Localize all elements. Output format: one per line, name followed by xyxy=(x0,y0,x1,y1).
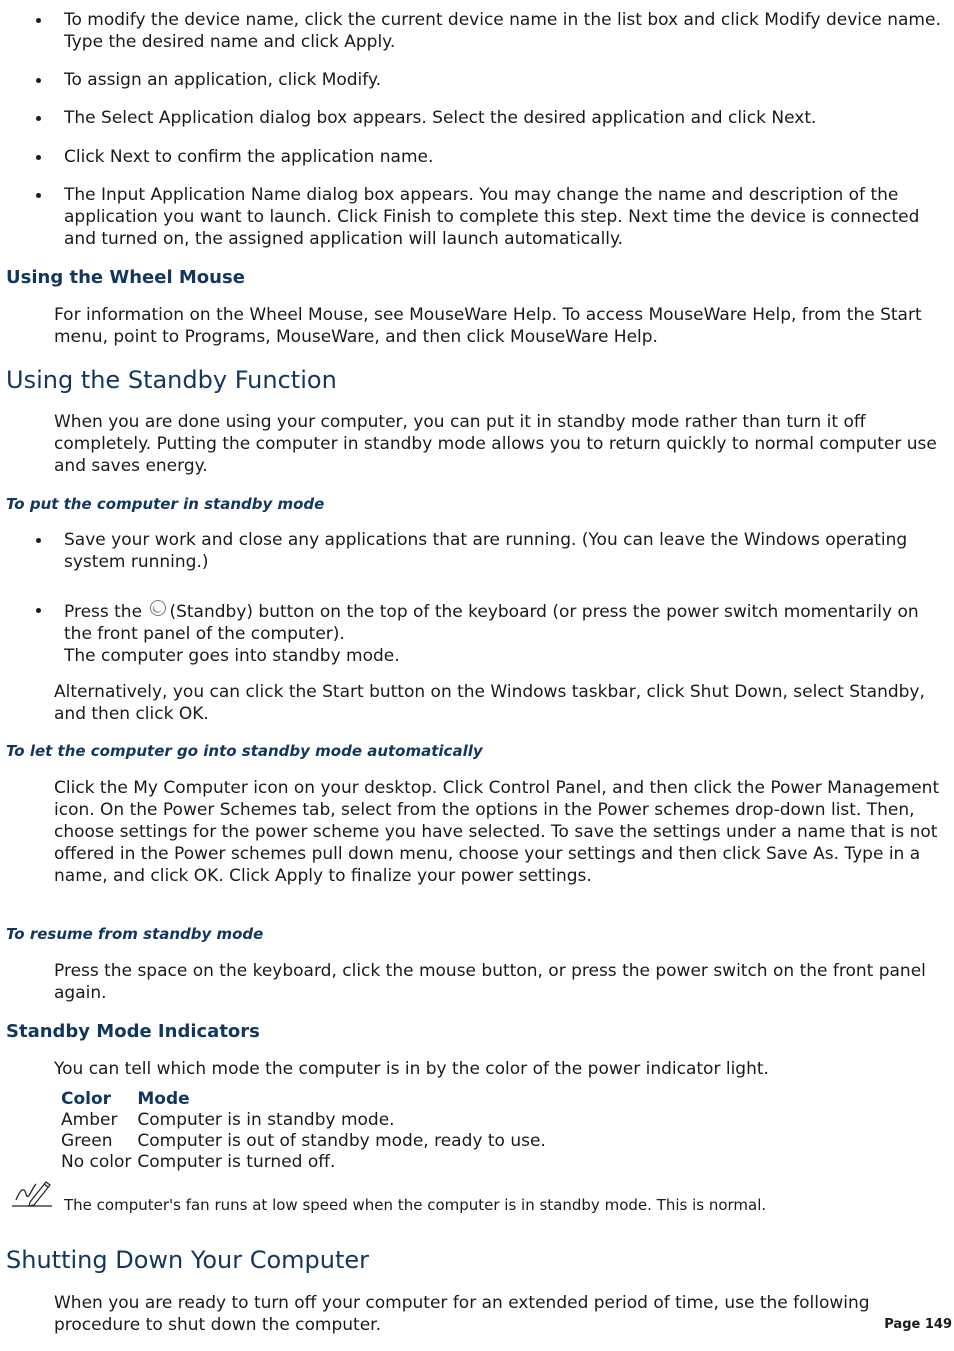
alternatively-text: Alternatively, you can click the Start button on the Windows taskbar, click Shut Down, select Standby, and then click OK. xyxy=(54,682,925,724)
mode-cell: Computer is in standby mode. xyxy=(137,1110,395,1130)
resume-heading: To resume from standby mode xyxy=(6,925,264,943)
list-item: To modify the device name, click the current device name in the list box and click Modify device name. Type the desired name and click Apply. xyxy=(64,10,941,52)
press-the-text: Press the xyxy=(64,602,143,622)
list-item: Save your work and close any applications that are running. (You can leave the Windows operating system running.) xyxy=(64,529,942,573)
auto-standby-body: Click the My Computer icon on your desktop. Click Control Panel, and then click the Power Management icon. On the Power Schemes tab, select from the options in the Power schemes drop-down list. Then, choose settings for the power scheme you have selected. To save the settings under a name that is not offered in the Power schemes pull down menu, choose your settings and then click Save As. Type in a name, and click OK. Click Apply to finalize your power settings. xyxy=(54,778,940,886)
color-cell: No color xyxy=(61,1152,132,1172)
shutdown-body: When you are ready to turn off your computer for an extended period of time, use the following procedure to shut down the computer. xyxy=(54,1293,870,1335)
table-row xyxy=(58,1152,549,1173)
wheel-mouse-body: For information on the Wheel Mouse, see MouseWare Help. To access MouseWare Help, from the Start menu, point to Programs, MouseWare, and then click MouseWare Help. xyxy=(54,305,922,347)
table-row xyxy=(58,1131,549,1152)
put-standby-heading: To put the computer in standby mode xyxy=(6,495,325,513)
auto-standby-heading: To let the computer go into standby mode automatically xyxy=(6,742,483,760)
table-row xyxy=(58,1110,549,1131)
table-header-row xyxy=(58,1089,549,1110)
list-item xyxy=(64,599,942,667)
list-item: The Select Application dialog box appears. Select the desired application and click Next. xyxy=(64,107,942,129)
page-number: Page 149 xyxy=(884,1317,952,1332)
standby-moon-icon xyxy=(148,599,168,619)
color-column-header: Color xyxy=(61,1089,112,1109)
standby-intro: When you are done using your computer, you can put it in standby mode rather than turn it off completely. Putting the computer in standby mode allows you to return quickly to normal computer use and saves energy. xyxy=(54,412,937,476)
list-item: The Input Application Name dialog box appears. You may change the name and description of the application you want to launch. Click Finish to complete this step. Next time the device is connected and turned on, the assigned application will launch automatically. xyxy=(64,184,942,250)
standby-result-text: The computer goes into standby mode. xyxy=(64,646,400,666)
wheel-mouse-heading: Using the Wheel Mouse xyxy=(6,267,245,288)
mode-column-header: Mode xyxy=(137,1089,190,1109)
color-cell: Green xyxy=(61,1131,113,1151)
resume-body: Press the space on the keyboard, click the mouse button, or press the power switch on the front panel again. xyxy=(54,961,926,1003)
note-pencil-icon xyxy=(8,1176,56,1212)
color-cell: Amber xyxy=(61,1110,118,1130)
list-item: To assign an application, click Modify. xyxy=(64,69,942,91)
list-item: Click Next to confirm the application name. xyxy=(64,146,942,168)
note-text: The computer's fan runs at low speed when the computer is in standby mode. This is normal. xyxy=(64,1196,767,1214)
indicator-table xyxy=(58,1089,549,1173)
indicators-intro: You can tell which mode the computer is in by the color of the power indicator light. xyxy=(54,1059,769,1079)
standby-heading: Using the Standby Function xyxy=(6,366,337,394)
standby-button-text: (Standby) button on the top of the keyboard (or press the power switch momentarily on the front panel of the computer). xyxy=(64,602,919,644)
mode-cell: Computer is turned off. xyxy=(137,1152,336,1172)
mode-cell: Computer is out of standby mode, ready to use. xyxy=(137,1131,546,1151)
shutdown-heading: Shutting Down Your Computer xyxy=(6,1246,370,1274)
indicators-heading: Standby Mode Indicators xyxy=(6,1021,260,1042)
